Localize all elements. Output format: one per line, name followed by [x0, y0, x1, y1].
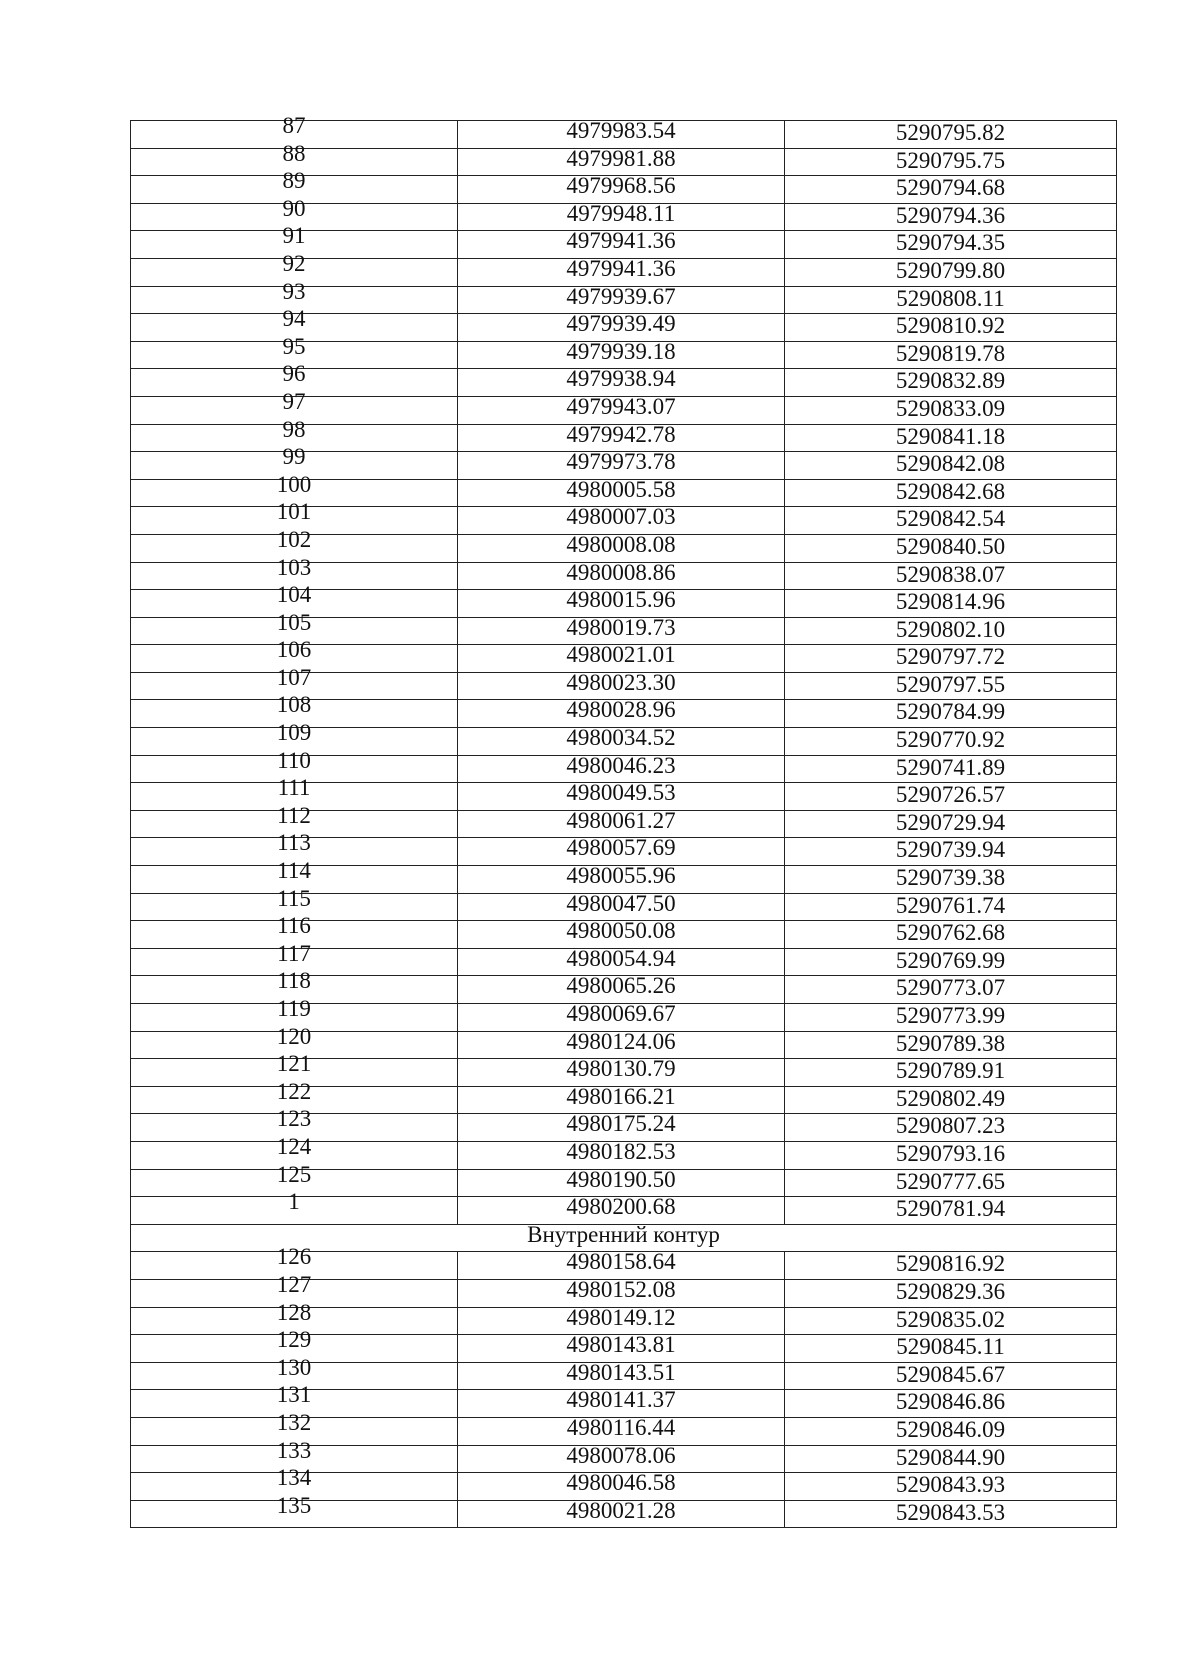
x-coordinate-text: 4980200.68 [566, 1194, 676, 1220]
y-coordinate-cell [785, 1197, 1117, 1225]
y-coordinate-text: 5290845.11 [896, 1334, 1005, 1360]
y-coordinate-cell [785, 700, 1117, 728]
y-coordinate-cell [785, 1362, 1117, 1390]
y-coordinate-cell [785, 893, 1117, 921]
x-coordinate-cell [458, 835, 785, 866]
x-coordinate-text: 4980143.51 [566, 1359, 676, 1385]
table-row [131, 176, 1117, 204]
x-coordinate-text: 4980061.27 [566, 807, 676, 833]
y-coordinate-cell [785, 1335, 1117, 1363]
point-number-text: 103 [276, 554, 312, 580]
y-coordinate-text: 5290797.55 [895, 671, 1006, 697]
x-coordinate-text: 4980190.50 [566, 1166, 676, 1192]
point-number-text: 111 [277, 775, 311, 801]
y-coordinate-text: 5290770.92 [895, 727, 1006, 753]
point-number-text: 134 [276, 1465, 312, 1491]
y-coordinate-cell [785, 1252, 1117, 1280]
x-coordinate-cell [458, 255, 785, 286]
y-coordinate-cell [785, 590, 1117, 618]
y-coordinate-text: 5290846.86 [895, 1389, 1006, 1415]
point-number-text: 93 [282, 278, 306, 304]
table-row [131, 1500, 1117, 1528]
x-coordinate-text: 4980152.08 [566, 1276, 676, 1302]
x-coordinate-text: 4979941.36 [566, 255, 676, 281]
y-coordinate-cell [785, 728, 1117, 756]
point-number-text: 101 [276, 499, 312, 525]
x-coordinate-text: 4980130.79 [566, 1056, 676, 1082]
table-row [131, 286, 1117, 314]
x-coordinate-text: 4979968.56 [566, 173, 676, 199]
y-coordinate-cell [785, 1500, 1117, 1528]
x-coordinate-cell [458, 1028, 785, 1059]
y-coordinate-cell [785, 921, 1117, 949]
y-coordinate-text: 5290832.89 [895, 368, 1006, 394]
point-number-text: 112 [277, 802, 311, 828]
y-coordinate-text: 5290781.94 [895, 1196, 1006, 1222]
x-coordinate-cell [458, 890, 785, 921]
x-coordinate-text: 4980021.28 [566, 1497, 676, 1523]
x-coordinate-cell [458, 1194, 785, 1225]
y-coordinate-cell [785, 1307, 1117, 1335]
point-number-text: 132 [276, 1409, 312, 1435]
table-row [131, 314, 1117, 342]
point-number-text: 95 [282, 333, 306, 359]
y-coordinate-text: 5290741.89 [895, 754, 1006, 780]
x-coordinate-text: 4980175.24 [566, 1111, 676, 1137]
coordinates-table [130, 113, 1117, 1528]
y-coordinate-text: 5290794.68 [895, 175, 1006, 201]
x-coordinate-cell [458, 200, 785, 231]
x-coordinate-cell [458, 1387, 785, 1418]
point-number-text: 118 [277, 968, 311, 994]
x-coordinate-text: 4980149.12 [566, 1304, 676, 1330]
x-coordinate-text: 4980065.26 [566, 973, 676, 999]
x-coordinate-cell [458, 531, 785, 562]
y-coordinate-text: 5290799.80 [895, 257, 1006, 283]
y-coordinate-text: 5290797.72 [895, 644, 1006, 670]
y-coordinate-cell [785, 1114, 1117, 1142]
x-coordinate-cell [458, 1083, 785, 1114]
y-coordinate-text: 5290773.07 [895, 975, 1006, 1001]
y-coordinate-cell [785, 866, 1117, 894]
point-number-text: 114 [277, 858, 311, 884]
y-coordinate-text: 5290802.10 [895, 616, 1006, 642]
y-coordinate-text: 5290843.53 [895, 1499, 1006, 1525]
y-coordinate-cell [785, 672, 1117, 700]
y-coordinate-text: 5290842.08 [895, 451, 1006, 477]
y-coordinate-cell [785, 396, 1117, 424]
x-coordinate-cell [458, 725, 785, 756]
y-coordinate-cell [785, 1279, 1117, 1307]
point-number-text: 90 [282, 195, 306, 221]
y-coordinate-text: 5290835.02 [895, 1306, 1006, 1332]
x-coordinate-text: 4980023.30 [566, 669, 676, 695]
point-number-text: 126 [276, 1244, 312, 1270]
x-coordinate-text: 4980141.37 [566, 1387, 676, 1413]
x-coordinate-text: 4980046.23 [566, 752, 676, 778]
table-row [131, 341, 1117, 369]
point-number-text: 120 [276, 1023, 312, 1049]
point-number-text: 97 [282, 388, 306, 414]
y-coordinate-cell [785, 1473, 1117, 1501]
x-coordinate-text: 4979943.07 [566, 393, 676, 419]
table-row [131, 121, 1117, 149]
point-number-text: 124 [276, 1133, 312, 1159]
point-number-text: 110 [277, 747, 311, 773]
x-coordinate-cell [458, 587, 785, 618]
x-coordinate-text: 4980078.06 [566, 1442, 676, 1468]
y-coordinate-cell [785, 176, 1117, 204]
x-coordinate-text: 4980116.44 [566, 1414, 676, 1440]
x-coordinate-cell [458, 1470, 785, 1501]
y-coordinate-cell [785, 231, 1117, 259]
x-coordinate-cell [458, 863, 785, 894]
x-coordinate-text: 4980008.08 [566, 531, 676, 557]
x-coordinate-text: 4980182.53 [566, 1138, 676, 1164]
x-coordinate-cell [458, 504, 785, 535]
y-coordinate-text: 5290761.74 [895, 892, 1006, 918]
point-number-text: 128 [276, 1299, 312, 1325]
y-coordinate-cell [785, 341, 1117, 369]
point-number-text: 88 [282, 140, 306, 166]
y-coordinate-cell [785, 1445, 1117, 1473]
x-coordinate-cell [458, 1056, 785, 1087]
x-coordinate-cell [458, 421, 785, 452]
x-coordinate-text: 4980158.64 [566, 1249, 676, 1275]
y-coordinate-cell [785, 507, 1117, 535]
y-coordinate-text: 5290802.49 [895, 1085, 1006, 1111]
point-number-text: 105 [276, 609, 312, 635]
x-coordinate-cell [458, 559, 785, 590]
x-coordinate-cell [458, 669, 785, 700]
x-coordinate-text: 4980050.08 [566, 918, 676, 944]
point-number-text: 96 [282, 361, 306, 387]
x-coordinate-text: 4979941.36 [566, 228, 676, 254]
x-coordinate-cell [458, 1166, 785, 1197]
x-coordinate-text: 4979948.11 [566, 200, 676, 226]
y-coordinate-text: 5290726.57 [895, 782, 1006, 808]
x-coordinate-cell [458, 228, 785, 259]
y-coordinate-text: 5290841.18 [895, 423, 1006, 449]
x-coordinate-cell [458, 1138, 785, 1169]
point-number-text: 99 [282, 444, 306, 470]
table-row [131, 231, 1117, 259]
point-number-text: 1 [288, 1189, 300, 1215]
point-number-text: 91 [282, 223, 306, 249]
y-coordinate-text: 5290795.75 [895, 147, 1006, 173]
point-number-text: 130 [276, 1354, 312, 1380]
x-coordinate-cell [458, 752, 785, 783]
x-coordinate-text: 4980007.03 [566, 504, 676, 530]
y-coordinate-text: 5290777.65 [895, 1168, 1006, 1194]
x-coordinate-text: 4980055.96 [566, 863, 676, 889]
point-number-text: 129 [276, 1327, 312, 1353]
x-coordinate-text: 4980015.96 [566, 587, 676, 613]
point-number-text: 125 [276, 1161, 312, 1187]
x-coordinate-cell [458, 1497, 785, 1528]
y-coordinate-cell [785, 783, 1117, 811]
y-coordinate-text: 5290846.09 [895, 1416, 1006, 1442]
x-coordinate-cell [458, 393, 785, 424]
x-coordinate-text: 4980008.86 [566, 559, 676, 585]
table-row [131, 424, 1117, 452]
point-number-text: 106 [276, 637, 312, 663]
x-coordinate-cell [458, 807, 785, 838]
x-coordinate-cell [458, 642, 785, 673]
y-coordinate-cell [785, 479, 1117, 507]
y-coordinate-text: 5290807.23 [895, 1113, 1006, 1139]
y-coordinate-text: 5290762.68 [895, 920, 1006, 946]
x-coordinate-text: 4980028.96 [566, 697, 676, 723]
x-coordinate-text: 4980021.01 [566, 642, 676, 668]
y-coordinate-cell [785, 424, 1117, 452]
y-coordinate-cell [785, 1004, 1117, 1032]
y-coordinate-cell [785, 838, 1117, 866]
point-number-text: 116 [277, 913, 311, 939]
y-coordinate-text: 5290784.99 [895, 699, 1006, 725]
x-coordinate-text: 4980034.52 [566, 725, 676, 751]
x-coordinate-cell [458, 945, 785, 976]
x-coordinate-cell [458, 1249, 785, 1280]
point-number-text: 113 [277, 830, 311, 856]
y-coordinate-text: 5290729.94 [895, 809, 1006, 835]
y-coordinate-text: 5290808.11 [896, 285, 1005, 311]
table-row [131, 1169, 1117, 1197]
x-coordinate-cell [458, 283, 785, 314]
y-coordinate-text: 5290794.35 [895, 230, 1006, 256]
point-number-text: 131 [276, 1382, 312, 1408]
y-coordinate-cell [785, 1390, 1117, 1418]
point-number-text: 127 [276, 1271, 312, 1297]
y-coordinate-cell [785, 1417, 1117, 1445]
y-coordinate-cell [785, 286, 1117, 314]
y-coordinate-text: 5290842.68 [895, 478, 1006, 504]
point-number-text: 107 [276, 664, 312, 690]
point-number-text: 121 [276, 1051, 312, 1077]
point-number-text: 135 [276, 1492, 312, 1518]
x-coordinate-text: 4979942.78 [566, 421, 676, 447]
y-coordinate-text: 5290739.94 [895, 837, 1006, 863]
table-row [131, 148, 1117, 176]
x-coordinate-text: 4980005.58 [566, 476, 676, 502]
y-coordinate-cell [785, 617, 1117, 645]
y-coordinate-text: 5290789.38 [895, 1030, 1006, 1056]
y-coordinate-text: 5290810.92 [895, 313, 1006, 339]
y-coordinate-text: 5290789.91 [895, 1058, 1006, 1084]
y-coordinate-cell [785, 1169, 1117, 1197]
y-coordinate-cell [785, 452, 1117, 480]
point-number-text: 117 [277, 940, 311, 966]
x-coordinate-text: 4980166.21 [566, 1083, 676, 1109]
point-number-text: 102 [276, 526, 312, 552]
table-row [131, 369, 1117, 397]
x-coordinate-text: 4979981.88 [566, 145, 676, 171]
y-coordinate-cell [785, 121, 1117, 149]
y-coordinate-cell [785, 203, 1117, 231]
y-coordinate-text: 5290794.36 [895, 202, 1006, 228]
point-number-text: 133 [276, 1437, 312, 1463]
x-coordinate-cell [458, 1359, 785, 1390]
x-coordinate-text: 4980057.69 [566, 835, 676, 861]
x-coordinate-cell [458, 118, 785, 149]
point-number-text: 109 [276, 720, 312, 746]
point-number-text: 92 [282, 250, 306, 276]
y-coordinate-text: 5290840.50 [895, 533, 1006, 559]
point-number-text: 87 [282, 113, 306, 138]
y-coordinate-text: 5290844.90 [895, 1444, 1006, 1470]
x-coordinate-cell [458, 1332, 785, 1363]
point-number-text: 100 [276, 471, 312, 497]
y-coordinate-text: 5290833.09 [895, 395, 1006, 421]
x-coordinate-cell [458, 449, 785, 480]
y-coordinate-cell [785, 755, 1117, 783]
x-coordinate-cell [458, 918, 785, 949]
x-coordinate-text: 4979938.94 [566, 366, 676, 392]
section-label: Внутренний контур [527, 1221, 720, 1247]
x-coordinate-text: 4980124.06 [566, 1028, 676, 1054]
y-coordinate-cell [785, 369, 1117, 397]
point-number-text: 98 [282, 416, 306, 442]
point-number-text: 119 [277, 996, 311, 1021]
y-coordinate-text: 5290838.07 [895, 561, 1006, 587]
y-coordinate-text: 5290814.96 [895, 589, 1006, 615]
y-coordinate-cell [785, 1141, 1117, 1169]
y-coordinate-cell [785, 534, 1117, 562]
x-coordinate-cell [458, 614, 785, 645]
y-coordinate-cell [785, 948, 1117, 976]
x-coordinate-cell [458, 1304, 785, 1335]
x-coordinate-text: 4979983.54 [566, 118, 676, 143]
point-number-text: 104 [276, 582, 312, 608]
y-coordinate-cell [785, 1031, 1117, 1059]
y-coordinate-cell [785, 810, 1117, 838]
table-row [131, 396, 1117, 424]
table-row [131, 203, 1117, 231]
x-coordinate-cell [458, 973, 785, 1004]
y-coordinate-text: 5290739.38 [895, 865, 1006, 891]
x-coordinate-text: 4979973.78 [566, 449, 676, 475]
x-coordinate-cell [458, 173, 785, 204]
point-number-text: 123 [276, 1106, 312, 1132]
y-coordinate-cell [785, 1086, 1117, 1114]
x-coordinate-cell [458, 697, 785, 728]
x-coordinate-cell [458, 780, 785, 811]
y-coordinate-cell [785, 258, 1117, 286]
y-coordinate-cell [785, 1059, 1117, 1087]
x-coordinate-cell [458, 338, 785, 369]
x-coordinate-cell [458, 366, 785, 397]
point-number-text: 94 [282, 306, 306, 332]
y-coordinate-text: 5290816.92 [895, 1251, 1006, 1277]
y-coordinate-cell [785, 314, 1117, 342]
x-coordinate-cell [458, 1276, 785, 1307]
x-coordinate-cell [458, 1414, 785, 1445]
y-coordinate-text: 5290819.78 [895, 340, 1006, 366]
x-coordinate-text: 4979939.67 [566, 283, 676, 309]
x-coordinate-text: 4979939.18 [566, 338, 676, 364]
point-number-text: 115 [277, 885, 311, 911]
x-coordinate-text: 4980019.73 [566, 614, 676, 640]
x-coordinate-cell [458, 1111, 785, 1142]
y-coordinate-text: 5290795.82 [895, 120, 1006, 145]
x-coordinate-cell [458, 145, 785, 176]
x-coordinate-text: 4980046.58 [566, 1470, 676, 1496]
point-number-text: 89 [282, 168, 306, 194]
x-coordinate-text: 4980047.50 [566, 890, 676, 916]
y-coordinate-text: 5290773.99 [895, 1003, 1006, 1028]
y-coordinate-text: 5290843.93 [895, 1472, 1006, 1498]
x-coordinate-text: 4980069.67 [566, 1001, 676, 1026]
x-coordinate-text: 4980049.53 [566, 780, 676, 806]
x-coordinate-text: 4980143.81 [566, 1332, 676, 1358]
y-coordinate-cell [785, 148, 1117, 176]
x-coordinate-cell [458, 1442, 785, 1473]
x-coordinate-cell [458, 1001, 785, 1032]
point-number-cell [131, 1189, 458, 1225]
coordinates-table-body [131, 113, 1117, 1528]
x-coordinate-cell [458, 311, 785, 342]
x-coordinate-text: 4979939.49 [566, 311, 676, 337]
y-coordinate-text: 5290793.16 [895, 1140, 1006, 1166]
point-number-text: 122 [276, 1078, 312, 1104]
y-coordinate-cell [785, 562, 1117, 590]
y-coordinate-cell [785, 976, 1117, 1004]
y-coordinate-text: 5290845.67 [895, 1361, 1006, 1387]
y-coordinate-text: 5290842.54 [895, 506, 1006, 532]
y-coordinate-text: 5290769.99 [895, 947, 1006, 973]
y-coordinate-cell [785, 645, 1117, 673]
y-coordinate-text: 5290829.36 [895, 1278, 1006, 1304]
point-number-text: 108 [276, 692, 312, 718]
table-row [131, 258, 1117, 286]
x-coordinate-cell [458, 476, 785, 507]
table-row [131, 1197, 1117, 1225]
x-coordinate-text: 4980054.94 [566, 945, 676, 971]
point-number-cell [131, 1492, 458, 1528]
